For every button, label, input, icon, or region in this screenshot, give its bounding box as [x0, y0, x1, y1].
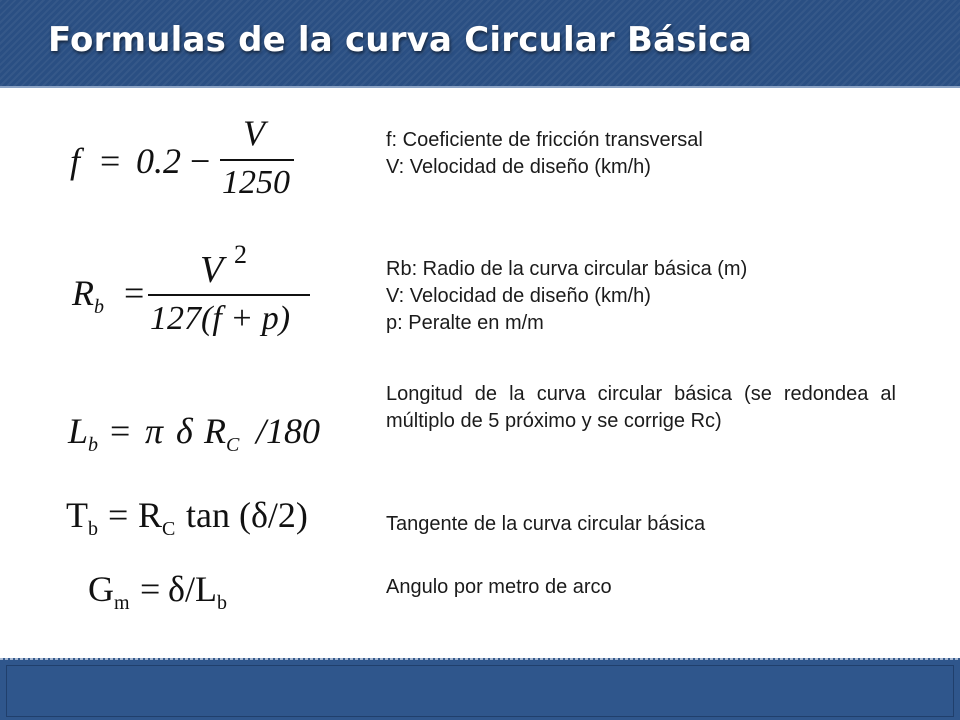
formula-radius-fraction-bar	[148, 294, 310, 296]
formula-friction-denominator: 1250	[222, 164, 290, 201]
formula-tangent-equals: =	[108, 495, 129, 535]
formula-angle-rest: $\delta/L_b$	[168, 569, 227, 615]
description-radius-line-2: V: Velocidad de diseño (km/h)	[386, 285, 651, 307]
description-tangent	[386, 511, 896, 538]
formula-friction-equals: =	[100, 141, 121, 181]
formula-length-divisor: /180	[256, 411, 321, 451]
description-friction-line-1: f: Coeficiente de fricción transversal	[386, 129, 703, 151]
description-length-text: Longitud de la curva circular básica (se redondea al múltiplo de 5 próximo y se corrige Rc)	[386, 383, 896, 432]
description-radius-line-1: Rb: Radio de la curva circular básica (m)	[386, 258, 748, 280]
formula-length-equals: =	[110, 411, 131, 451]
formula-friction-lhs: f	[70, 141, 81, 181]
formula-length-rc: $R_C$	[204, 411, 240, 457]
description-length	[386, 381, 896, 435]
description-angle	[386, 574, 896, 601]
formula-friction-minus: −	[190, 141, 211, 181]
formula-tangent-rest: tan (δ/2)	[186, 495, 308, 535]
description-angle-text: Angulo por metro de arco	[386, 576, 612, 598]
formula-friction-numerator: V	[243, 113, 265, 153]
formula-friction-fraction-bar	[220, 159, 294, 161]
description-radius	[386, 256, 896, 337]
formula-tangent-rc-subscript: C	[162, 518, 176, 541]
footer-frame	[6, 665, 954, 717]
formula-length-delta: δ	[176, 411, 193, 451]
formula-friction-constant: 0.2	[136, 141, 181, 181]
slide-title: Formulas de la curva Circular Básica	[48, 20, 753, 60]
formula-radius-equals: =	[124, 273, 145, 313]
formula-angle-rest-subscript: b	[216, 592, 227, 615]
formula-length-lhs-subscript: b	[88, 434, 99, 457]
formula-radius-lhs: $R_b$	[72, 273, 104, 319]
formula-radius-denominator: 127(f + p)	[150, 300, 291, 337]
formula-radius-exponent: 2	[234, 240, 247, 269]
description-radius-line-3: p: Peralte en m/m	[386, 312, 544, 334]
formula-length-lhs: $L_b$	[68, 411, 99, 457]
formula-tangent-lhs-subscript: b	[88, 518, 98, 541]
formula-radius-lhs-subscript: b	[94, 296, 104, 319]
description-friction-line-2: V: Velocidad de diseño (km/h)	[386, 156, 651, 178]
title-bar-divider	[0, 86, 960, 88]
formula-angle-lhs-subscript: m	[114, 592, 130, 615]
formula-angle-equals: =	[140, 569, 161, 609]
formula-tangent-rc: $R_C$	[138, 495, 176, 541]
formula-length-rc-subscript: C	[226, 434, 240, 457]
formula-tangent-lhs: $T_b$	[66, 495, 98, 541]
formula-radius-numerator: V	[200, 249, 224, 291]
formula-angle-lhs: $G_m$	[88, 569, 130, 615]
description-tangent-text: Tangente de la curva circular básica	[386, 513, 706, 535]
formula-length-pi: π	[145, 411, 164, 451]
description-friction	[386, 127, 896, 181]
